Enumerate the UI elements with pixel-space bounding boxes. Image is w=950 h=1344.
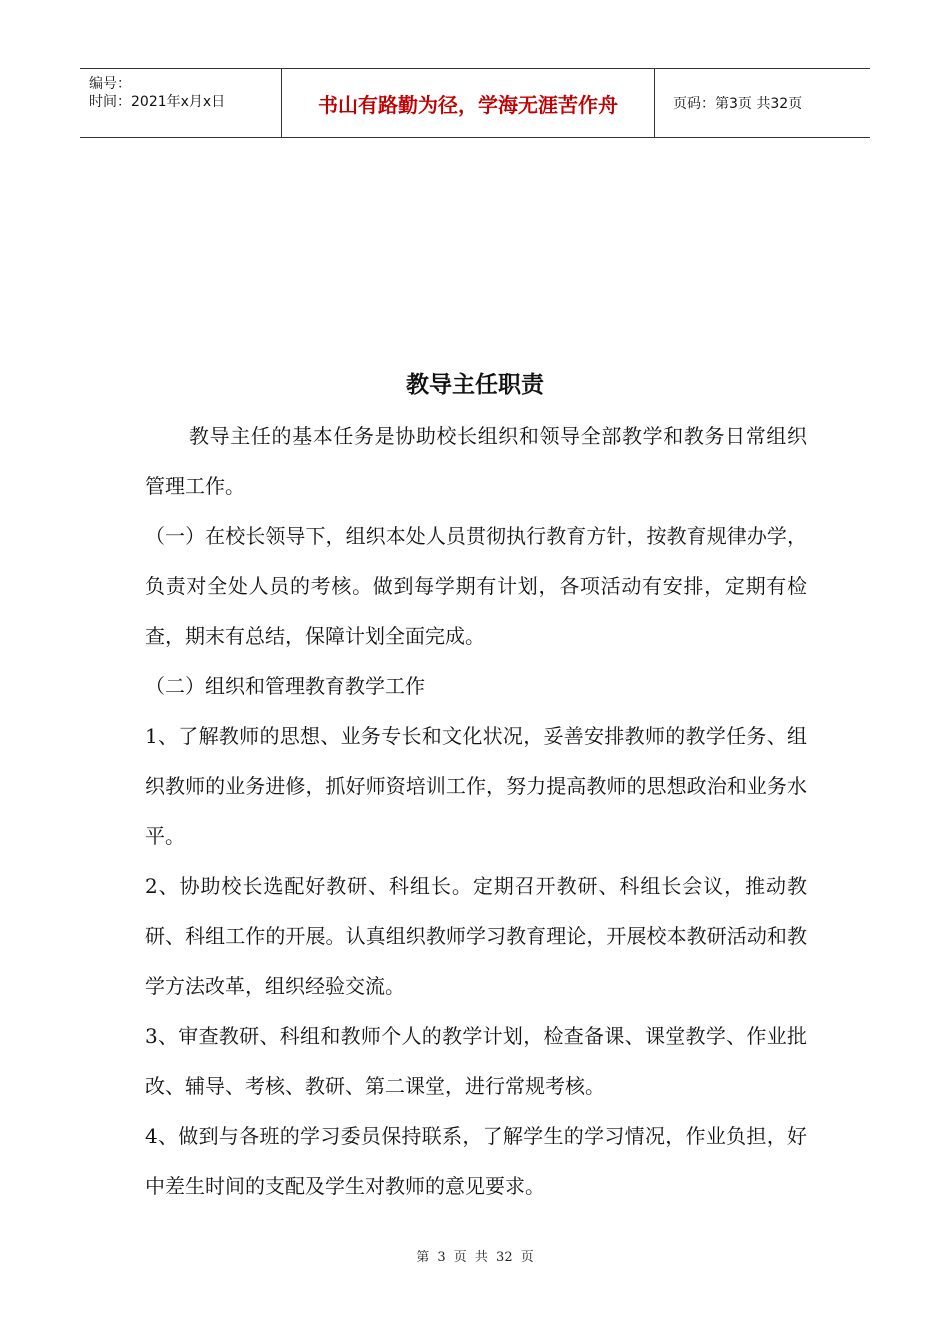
document-date-label: 时间：2021年x月x日 [89, 94, 226, 110]
duty-item-1: 1、了解教师的思想、业务专长和文化状况，妥善安排教师的教学任务、组织教师的业务进修，抓好师资培训工作，努力提高教师的思想政治和业务水平。 [145, 724, 807, 848]
header-meta-cell [80, 69, 282, 137]
document-body [145, 411, 807, 1211]
page-footer: 第 3 页 共 32 页 [416, 1250, 534, 1265]
duty-item-4: 4、做到与各班的学习委员保持联系，了解学生的学习情况，作业负担，好中差生时间的支配及学生对教师的意见要求。 [145, 1124, 807, 1198]
header-motto: 书山有路勤为径，学海无涯苦作舟 [282, 69, 655, 137]
page-header [80, 68, 870, 138]
section-two-heading: （二）组织和管理教育教学工作 [145, 674, 425, 698]
duty-item-3: 3、审查教研、科组和教师个人的教学计划，检查备课、课堂教学、作业批改、辅导、考核、教研、第二课堂，进行常规考核。 [145, 1024, 807, 1098]
section-one-paragraph: （一）在校长领导下，组织本处人员贯彻执行教育方针，按教育规律办学，负责对全处人员的考核。做到每学期有计划，各项活动有安排，定期有检查，期末有总结，保障计划全面完成。 [145, 524, 807, 648]
intro-paragraph: 教导主任的基本任务是协助校长组织和领导全部教学和教务日常组织管理工作。 [145, 424, 807, 498]
duty-item-2: 2、协助校长选配好教研、科组长。定期召开教研、科组长会议，推动教研、科组工作的开展。认真组织教师学习教育理论，开展校本教研活动和教学方法改革，组织经验交流。 [145, 874, 807, 998]
document-title: 教导主任职责 [406, 371, 544, 398]
document-number-label: 编号： [89, 76, 131, 92]
header-page-info-text: 页码：第3页 共32页 [673, 96, 803, 112]
header-page-info [663, 69, 870, 137]
